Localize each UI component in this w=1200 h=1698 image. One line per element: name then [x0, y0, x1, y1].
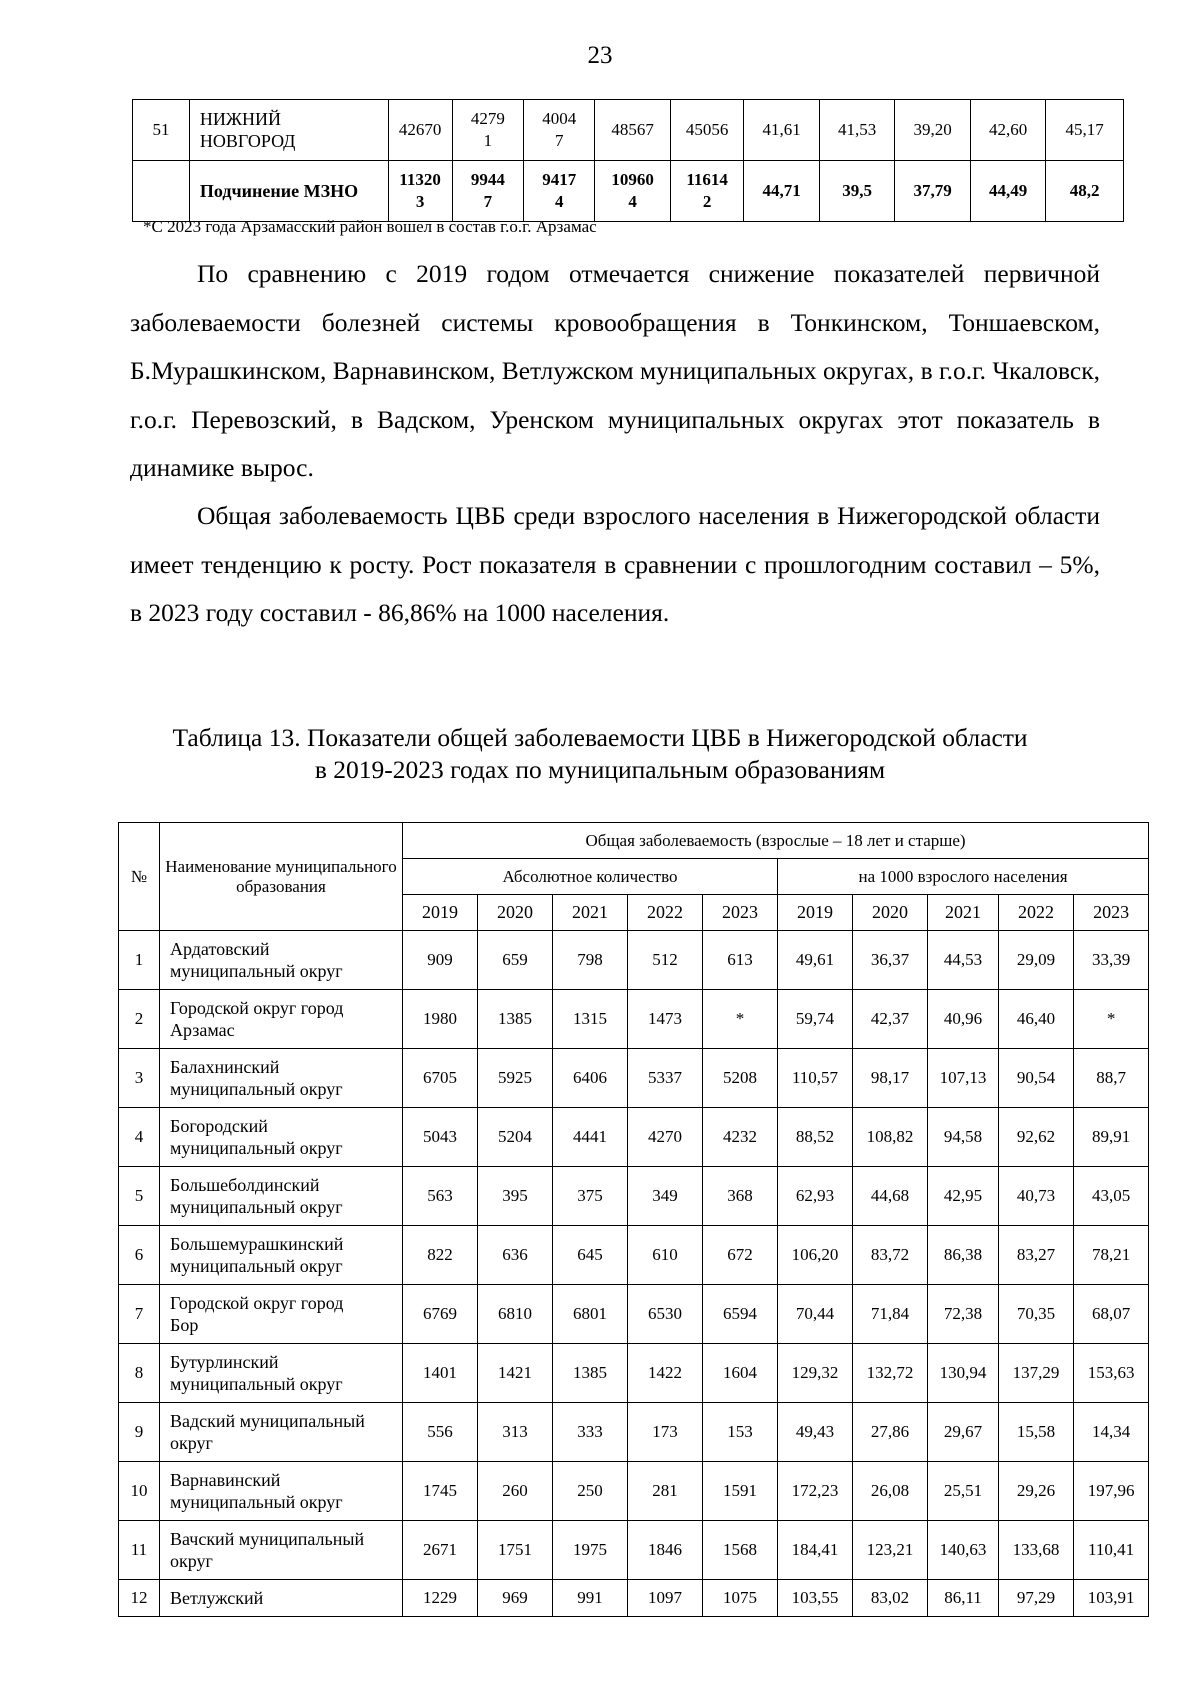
value-cell: 1385: [478, 990, 553, 1049]
value-cell: 41,53: [819, 100, 895, 161]
value-cell: 33,39: [1074, 931, 1149, 990]
header-num: №: [119, 823, 160, 931]
value-cell: 5204: [478, 1108, 553, 1167]
name-line: Городской округ город: [170, 1293, 344, 1313]
value-cell: 40,73: [999, 1167, 1074, 1226]
row-number: 3: [119, 1049, 160, 1108]
name-line: Балахнинский: [170, 1057, 280, 1077]
municipality-name: [160, 1226, 403, 1285]
value-cell: 9417 4: [524, 161, 595, 222]
value-cell: 46,40: [999, 990, 1074, 1049]
name-line: муниципальный округ: [170, 961, 343, 981]
value-cell: 68,07: [1074, 1285, 1149, 1344]
municipality-name: [160, 1049, 403, 1108]
value-cell: 103,91: [1074, 1580, 1149, 1617]
header-year: 2019: [778, 895, 853, 931]
value-cell: 5043: [403, 1108, 478, 1167]
municipality-name: [160, 1580, 403, 1617]
name-line: Большеболдинский: [170, 1175, 320, 1195]
value-cell: 172,23: [778, 1462, 853, 1521]
value-cell: 94,58: [928, 1108, 999, 1167]
value-cell: 1473: [628, 990, 703, 1049]
value-cell: 88,7: [1074, 1049, 1149, 1108]
page-number: 23: [587, 42, 613, 69]
value-cell: 613: [703, 931, 778, 990]
name-line: муниципальный округ: [170, 1374, 343, 1394]
value-cell: *: [1074, 990, 1149, 1049]
value-cell: 822: [403, 1226, 478, 1285]
value-cell: *: [703, 990, 778, 1049]
table-caption-line-1: Таблица 13. Показатели общей заболеваемости ЦВБ в Нижегородской области: [172, 723, 1028, 752]
value-cell: 72,38: [928, 1285, 999, 1344]
table-row: [119, 1049, 1149, 1108]
value-cell: 129,32: [778, 1344, 853, 1403]
footnote: *С 2023 года Арзамасский район вошел в состав г.о.г. Арзамас: [143, 217, 597, 236]
name-line: Городской округ город: [170, 998, 344, 1018]
value-cell: 36,37: [853, 931, 928, 990]
value-cell: 1591: [703, 1462, 778, 1521]
value-cell: 108,82: [853, 1108, 928, 1167]
table-row: [119, 1462, 1149, 1521]
paragraph-2: Общая заболеваемость ЦВБ среди взрослого населения в Нижегородской области имеет тенденцию к росту. Рост показателя в сравнении с прошлогодним составил – 5%, в 2023 году составил - 86,86% на 1000 населения.: [130, 501, 1100, 627]
value-cell: 5337: [628, 1049, 703, 1108]
value-cell: 44,68: [853, 1167, 928, 1226]
name-line: муниципальный округ: [170, 1138, 343, 1158]
header-year: 2023: [1074, 895, 1149, 931]
value-cell: 1401: [403, 1344, 478, 1403]
value-cell: 27,86: [853, 1403, 928, 1462]
value-cell: 88,52: [778, 1108, 853, 1167]
name-line: муниципальный округ: [170, 1079, 343, 1099]
value-cell: 6769: [403, 1285, 478, 1344]
name-line: Вадский муниципальный: [170, 1411, 365, 1431]
value-cell: 798: [553, 931, 628, 990]
municipality-name: [160, 1108, 403, 1167]
value-cell: 110,41: [1074, 1521, 1149, 1580]
value-cell: 25,51: [928, 1462, 999, 1521]
value-cell: 4441: [553, 1108, 628, 1167]
value-cell: 86,11: [928, 1580, 999, 1617]
header-year: 2019: [403, 895, 478, 931]
name-line: муниципальный округ: [170, 1256, 343, 1276]
value-cell: 39,20: [895, 100, 971, 161]
value-cell: 197,96: [1074, 1462, 1149, 1521]
municipality-name: [160, 931, 403, 990]
value-cell: 645: [553, 1226, 628, 1285]
row-number: 7: [119, 1285, 160, 1344]
value-cell: 349: [628, 1167, 703, 1226]
value-cell: 991: [553, 1580, 628, 1617]
value-cell: 5925: [478, 1049, 553, 1108]
value-cell: 62,93: [778, 1167, 853, 1226]
header-year: 2022: [628, 895, 703, 931]
value-cell: 395: [478, 1167, 553, 1226]
municipality-name: [160, 1462, 403, 1521]
value-cell: 969: [478, 1580, 553, 1617]
table-row: [119, 1344, 1149, 1403]
row-number: 6: [119, 1226, 160, 1285]
value-cell: 636: [478, 1226, 553, 1285]
value-cell: 1075: [703, 1580, 778, 1617]
header-year: 2021: [928, 895, 999, 931]
value-cell: 4004 7: [524, 100, 595, 161]
name-line: Ардатовский: [170, 939, 270, 959]
value-cell: 1097: [628, 1580, 703, 1617]
value-cell: 42,37: [853, 990, 928, 1049]
header-absolute: Абсолютное количество: [403, 859, 778, 895]
value-cell: 107,13: [928, 1049, 999, 1108]
value-cell: 1745: [403, 1462, 478, 1521]
value-cell: 15,58: [999, 1403, 1074, 1462]
value-cell: 6705: [403, 1049, 478, 1108]
value-cell: 1568: [703, 1521, 778, 1580]
value-cell: 11614 2: [670, 161, 743, 222]
municipality-name: [160, 990, 403, 1049]
value-cell: 71,84: [853, 1285, 928, 1344]
value-cell: 153,63: [1074, 1344, 1149, 1403]
row-number: 4: [119, 1108, 160, 1167]
table-row: [119, 1108, 1149, 1167]
row-number: 2: [119, 990, 160, 1049]
value-cell: 1421: [478, 1344, 553, 1403]
name-line: Большемурашкинский: [170, 1234, 344, 1254]
value-cell: 6530: [628, 1285, 703, 1344]
municipality-name: [160, 1344, 403, 1403]
value-cell: 1980: [403, 990, 478, 1049]
value-cell: 106,20: [778, 1226, 853, 1285]
value-cell: 42,60: [970, 100, 1046, 161]
municipality-name: [189, 100, 388, 161]
value-cell: 29,26: [999, 1462, 1074, 1521]
row-number: [133, 161, 190, 222]
value-cell: 59,74: [778, 990, 853, 1049]
name-line: Вачский муниципальный: [170, 1529, 365, 1549]
header-year: 2023: [703, 895, 778, 931]
value-cell: 1975: [553, 1521, 628, 1580]
value-cell: 6406: [553, 1049, 628, 1108]
value-cell: 40,96: [928, 990, 999, 1049]
value-cell: 42670: [388, 100, 452, 161]
name-line: Подчинение МЗНО: [199, 181, 359, 201]
value-cell: 14,34: [1074, 1403, 1149, 1462]
name-line: округ: [170, 1551, 213, 1571]
row-number: 10: [119, 1462, 160, 1521]
value-cell: 556: [403, 1403, 478, 1462]
value-cell: 83,02: [853, 1580, 928, 1617]
table-row: [119, 1285, 1149, 1344]
top-table: [132, 99, 1124, 222]
value-cell: 48,2: [1046, 161, 1124, 222]
header-year: 2021: [553, 895, 628, 931]
value-cell: 42,95: [928, 1167, 999, 1226]
value-cell: 123,21: [853, 1521, 928, 1580]
value-cell: 610: [628, 1226, 703, 1285]
value-cell: 110,57: [778, 1049, 853, 1108]
value-cell: 153: [703, 1403, 778, 1462]
municipality-name: [160, 1403, 403, 1462]
header-per-1000: на 1000 взрослого населения: [778, 859, 1149, 895]
value-cell: 260: [478, 1462, 553, 1521]
table-row: [133, 100, 1124, 161]
value-cell: 70,44: [778, 1285, 853, 1344]
value-cell: 184,41: [778, 1521, 853, 1580]
table-row: [119, 990, 1149, 1049]
value-cell: 83,72: [853, 1226, 928, 1285]
municipality-name: [160, 1285, 403, 1344]
value-cell: 29,67: [928, 1403, 999, 1462]
value-cell: 10960 4: [595, 161, 671, 222]
name-line: НОВГОРОД: [199, 131, 296, 151]
morbidity-table: [118, 822, 1149, 1617]
value-cell: 140,63: [928, 1521, 999, 1580]
value-cell: 137,29: [999, 1344, 1074, 1403]
row-number: 11: [119, 1521, 160, 1580]
value-cell: 4270: [628, 1108, 703, 1167]
header-year: 2022: [999, 895, 1074, 931]
name-line: Богородский: [170, 1116, 268, 1136]
value-cell: 563: [403, 1167, 478, 1226]
value-cell: 130,94: [928, 1344, 999, 1403]
value-cell: 659: [478, 931, 553, 990]
table-row: [119, 1521, 1149, 1580]
value-cell: 39,5: [819, 161, 895, 222]
name-line: муниципальный округ: [170, 1197, 343, 1217]
table-row: [119, 1226, 1149, 1285]
value-cell: 132,72: [853, 1344, 928, 1403]
header-year: 2020: [478, 895, 553, 931]
paragraph-1: По сравнению с 2019 годом отмечается снижение показателей первичной заболеваемости болезней системы кровообращения в Тонкинском, Тоншаевском, Б.Мурашкинском, Варнавинском, Ветлужском муниципальных округах, в г.о.г. Чкаловск, г.о.г. Перевозский, в Вадском, Уренском муниципальных округах этот показатель в динамике вырос.: [130, 259, 1100, 482]
value-cell: 1422: [628, 1344, 703, 1403]
value-cell: 5208: [703, 1049, 778, 1108]
value-cell: 29,09: [999, 931, 1074, 990]
value-cell: 44,49: [970, 161, 1046, 222]
row-number: 51: [133, 100, 190, 161]
value-cell: 6801: [553, 1285, 628, 1344]
value-cell: 49,61: [778, 931, 853, 990]
value-cell: 70,35: [999, 1285, 1074, 1344]
value-cell: 9944 7: [452, 161, 523, 222]
value-cell: 44,53: [928, 931, 999, 990]
value-cell: 103,55: [778, 1580, 853, 1617]
value-cell: 368: [703, 1167, 778, 1226]
value-cell: 41,61: [744, 100, 820, 161]
value-cell: 2671: [403, 1521, 478, 1580]
value-cell: 6594: [703, 1285, 778, 1344]
value-cell: 48567: [595, 100, 671, 161]
name-line: Ветлужский: [170, 1588, 264, 1608]
value-cell: 89,91: [1074, 1108, 1149, 1167]
value-cell: 49,43: [778, 1403, 853, 1462]
table-caption-line-2: в 2019-2023 годах по муниципальным образованиям: [314, 755, 886, 784]
value-cell: 90,54: [999, 1049, 1074, 1108]
value-cell: 1315: [553, 990, 628, 1049]
value-cell: 512: [628, 931, 703, 990]
value-cell: 672: [703, 1226, 778, 1285]
name-line: Арзамас: [170, 1020, 235, 1040]
table-caption: [0, 722, 1200, 786]
name-line: НИЖНИЙ: [199, 109, 282, 129]
row-number: 12: [119, 1580, 160, 1617]
value-cell: 26,08: [853, 1462, 928, 1521]
value-cell: 43,05: [1074, 1167, 1149, 1226]
table-row: [133, 161, 1124, 222]
value-cell: 44,71: [744, 161, 820, 222]
table-row: [119, 1403, 1149, 1462]
table-row: [119, 931, 1149, 990]
municipality-name: [189, 161, 388, 222]
row-number: 1: [119, 931, 160, 990]
row-number: 5: [119, 1167, 160, 1226]
name-line: Бутурлинский: [170, 1352, 279, 1372]
table-row: [119, 1580, 1149, 1617]
value-cell: 250: [553, 1462, 628, 1521]
value-cell: 1604: [703, 1344, 778, 1403]
value-cell: 45056: [670, 100, 743, 161]
value-cell: 375: [553, 1167, 628, 1226]
value-cell: 4232: [703, 1108, 778, 1167]
header-name: Наименование муниципального образования: [160, 823, 403, 931]
municipality-name: [160, 1167, 403, 1226]
value-cell: 173: [628, 1403, 703, 1462]
name-line: муниципальный округ: [170, 1492, 343, 1512]
value-cell: 37,79: [895, 161, 971, 222]
name-line: Бор: [170, 1315, 199, 1335]
value-cell: 97,29: [999, 1580, 1074, 1617]
value-cell: 333: [553, 1403, 628, 1462]
row-number: 9: [119, 1403, 160, 1462]
value-cell: 78,21: [1074, 1226, 1149, 1285]
value-cell: 45,17: [1046, 100, 1124, 161]
value-cell: 1751: [478, 1521, 553, 1580]
value-cell: 313: [478, 1403, 553, 1462]
value-cell: 4279 1: [452, 100, 523, 161]
value-cell: 86,38: [928, 1226, 999, 1285]
value-cell: 1846: [628, 1521, 703, 1580]
municipality-name: [160, 1521, 403, 1580]
value-cell: 909: [403, 931, 478, 990]
name-line: Варнавинский: [170, 1470, 281, 1490]
value-cell: 6810: [478, 1285, 553, 1344]
value-cell: 11320 3: [388, 161, 452, 222]
name-line: округ: [170, 1433, 213, 1453]
value-cell: 1385: [553, 1344, 628, 1403]
value-cell: 92,62: [999, 1108, 1074, 1167]
value-cell: 133,68: [999, 1521, 1074, 1580]
value-cell: 98,17: [853, 1049, 928, 1108]
value-cell: 83,27: [999, 1226, 1074, 1285]
table-row: [119, 1167, 1149, 1226]
row-number: 8: [119, 1344, 160, 1403]
header-group: Общая заболеваемость (взрослые – 18 лет и старше): [403, 823, 1149, 859]
header-year: 2020: [853, 895, 928, 931]
value-cell: 1229: [403, 1580, 478, 1617]
value-cell: 281: [628, 1462, 703, 1521]
